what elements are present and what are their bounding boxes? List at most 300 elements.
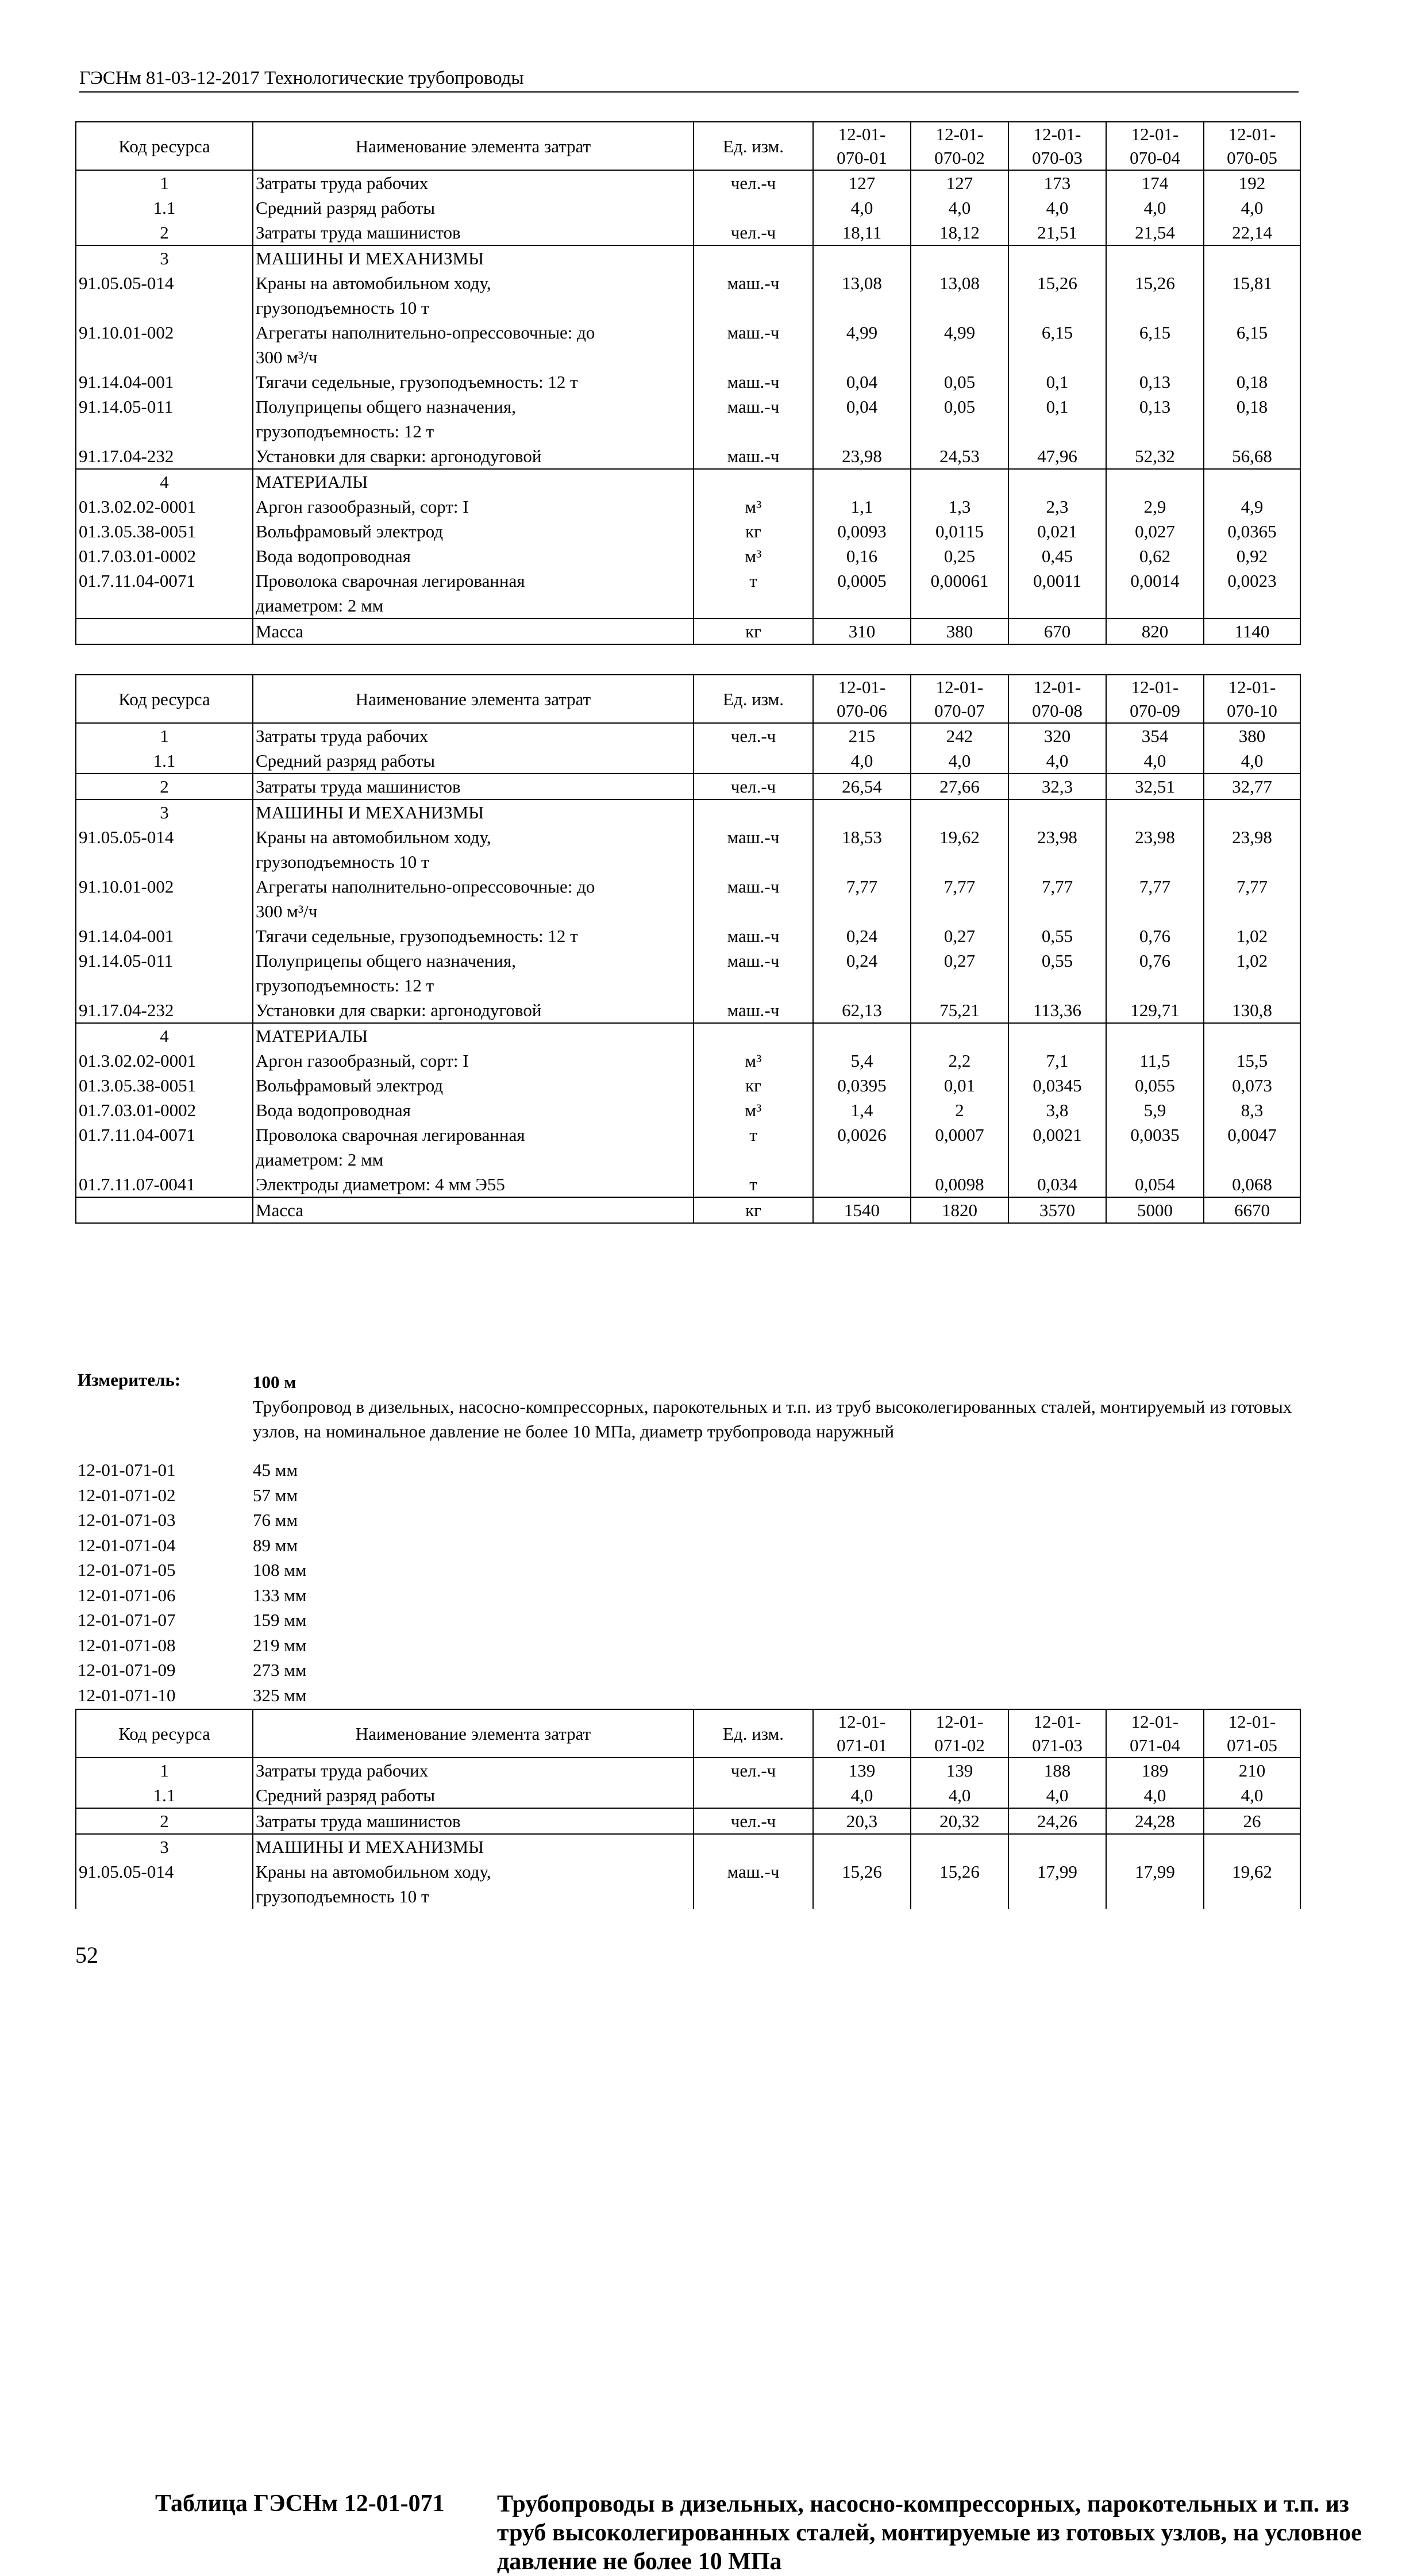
resource-name: Краны на автомобильном ходу, грузоподъемность 10 т xyxy=(253,825,694,874)
resource-value: 113,36 xyxy=(1008,998,1106,1023)
table-row xyxy=(76,618,1300,644)
list-item xyxy=(78,1483,306,1508)
resource-name: Масса xyxy=(253,1197,694,1223)
resource-code xyxy=(76,618,253,644)
resource-value: 23,98 xyxy=(1204,825,1300,874)
pipe-diameter: 219 мм xyxy=(253,1635,307,1655)
col-header-norm-code: 12-01- 071-01 xyxy=(813,1709,911,1758)
resource-name: МАШИНЫ И МЕХАНИЗМЫ xyxy=(253,245,694,271)
resource-name: Затраты труда рабочих xyxy=(253,1758,694,1783)
resource-unit: маш.-ч xyxy=(694,924,813,948)
resource-value: 192 xyxy=(1204,170,1300,195)
resource-name: МАТЕРИАЛЫ xyxy=(253,1023,694,1048)
resource-value: 1,3 xyxy=(911,494,1008,519)
resource-unit: чел.-ч xyxy=(694,170,813,195)
resource-name: МАШИНЫ И МЕХАНИЗМЫ xyxy=(253,1834,694,1859)
table-row xyxy=(76,320,1300,370)
table-row xyxy=(76,874,1300,924)
resource-table-070-01-05 xyxy=(75,121,1301,645)
resource-value: 1820 xyxy=(911,1197,1008,1223)
resource-value xyxy=(911,469,1008,494)
resource-code: 1 xyxy=(76,170,253,195)
resource-value: 13,08 xyxy=(911,271,1008,320)
col-header-norm-code: 12-01- 070-04 xyxy=(1106,122,1204,170)
resource-value: 15,5 xyxy=(1204,1048,1300,1073)
resource-value xyxy=(1106,469,1204,494)
resource-code: 01.3.02.02-0001 xyxy=(76,1048,253,1073)
resource-name: Затраты труда машинистов xyxy=(253,774,694,799)
resource-value: 0,55 xyxy=(1008,924,1106,948)
resource-unit xyxy=(694,245,813,271)
resource-value xyxy=(1106,1023,1204,1048)
resource-value: 0,27 xyxy=(911,948,1008,998)
resource-unit xyxy=(694,1023,813,1048)
resource-unit: маш.-ч xyxy=(694,825,813,874)
resource-value: 0,00061 xyxy=(911,568,1008,618)
resource-name: Средний разряд работы xyxy=(253,748,694,774)
resource-value: 189 xyxy=(1106,1758,1204,1783)
resource-value: 11,5 xyxy=(1106,1048,1204,1073)
resource-value: 4,0 xyxy=(813,748,911,774)
resource-unit: м³ xyxy=(694,544,813,568)
resource-value: 0,45 xyxy=(1008,544,1106,568)
col-header-norm-code: 12-01- 070-06 xyxy=(813,675,911,723)
resource-unit: чел.-ч xyxy=(694,1758,813,1783)
resource-code: 91.05.05-014 xyxy=(76,825,253,874)
resource-code: 91.05.05-014 xyxy=(76,1859,253,1909)
col-header-unit: Ед. изм. xyxy=(694,122,813,170)
resource-value: 56,68 xyxy=(1204,444,1300,469)
resource-unit xyxy=(694,748,813,774)
table-row xyxy=(76,245,1300,271)
resource-value: 4,0 xyxy=(813,195,911,220)
resource-value: 27,66 xyxy=(911,774,1008,799)
resource-table-070-06-10 xyxy=(75,674,1301,1224)
resource-name: Тягачи седельные, грузоподъемность: 12 т xyxy=(253,924,694,948)
resource-value: 7,77 xyxy=(813,874,911,924)
resource-name: Проволока сварочная легированная диаметром: 2 мм xyxy=(253,1122,694,1172)
col-header-code: Код ресурса xyxy=(76,1709,253,1758)
resource-value: 0,027 xyxy=(1106,519,1204,544)
resource-value: 0,24 xyxy=(813,924,911,948)
resource-value: 15,26 xyxy=(911,1859,1008,1909)
resource-value xyxy=(1008,799,1106,825)
resource-name: Полуприцепы общего назначения, грузоподъемность: 12 т xyxy=(253,394,694,444)
resource-value xyxy=(1008,245,1106,271)
resource-name: Полуприцепы общего назначения, грузоподъемность: 12 т xyxy=(253,948,694,998)
table-row xyxy=(76,394,1300,444)
resource-value: 4,99 xyxy=(813,320,911,370)
resource-value: 670 xyxy=(1008,618,1106,644)
resource-value: 0,0007 xyxy=(911,1122,1008,1172)
resource-value xyxy=(911,1834,1008,1859)
resource-value xyxy=(1008,1834,1106,1859)
resource-code: 2 xyxy=(76,1808,253,1834)
norm-code: 12-01-071-06 xyxy=(78,1585,176,1605)
resource-value: 0,76 xyxy=(1106,948,1204,998)
resource-value: 1,4 xyxy=(813,1098,911,1122)
resource-value: 7,77 xyxy=(1106,874,1204,924)
list-item xyxy=(78,1508,306,1533)
resource-value: 0,27 xyxy=(911,924,1008,948)
resource-value xyxy=(1204,245,1300,271)
col-header-norm-code: 12-01- 070-10 xyxy=(1204,675,1300,723)
resource-value xyxy=(1106,799,1204,825)
resource-name: Затраты труда рабочих xyxy=(253,723,694,748)
norm-code: 12-01-071-03 xyxy=(78,1510,176,1530)
resource-value: 0,0021 xyxy=(1008,1122,1106,1172)
resource-code: 1.1 xyxy=(76,748,253,774)
resource-code: 1 xyxy=(76,1758,253,1783)
resource-value: 0,0047 xyxy=(1204,1122,1300,1172)
resource-code: 01.3.05.38-0051 xyxy=(76,519,253,544)
resource-value: 0,18 xyxy=(1204,370,1300,394)
resource-code: 01.7.03.01-0002 xyxy=(76,1098,253,1122)
resource-value: 139 xyxy=(911,1758,1008,1783)
resource-unit: маш.-ч xyxy=(694,1859,813,1909)
resource-unit: м³ xyxy=(694,494,813,519)
resource-name: Тягачи седельные, грузоподъемность: 12 т xyxy=(253,370,694,394)
resource-value: 0,04 xyxy=(813,370,911,394)
resource-unit: маш.-ч xyxy=(694,874,813,924)
resource-value: 32,51 xyxy=(1106,774,1204,799)
resource-name: Вода водопроводная xyxy=(253,1098,694,1122)
resource-value: 0,0093 xyxy=(813,519,911,544)
resource-value: 310 xyxy=(813,618,911,644)
resource-value: 7,77 xyxy=(1008,874,1106,924)
resource-code: 3 xyxy=(76,245,253,271)
resource-unit: кг xyxy=(694,1197,813,1223)
table-row xyxy=(76,494,1300,519)
resource-value: 26 xyxy=(1204,1808,1300,1834)
resource-value: 32,3 xyxy=(1008,774,1106,799)
resource-value: 4,0 xyxy=(911,195,1008,220)
norm-code: 12-01-071-05 xyxy=(78,1560,176,1580)
measure-description: Трубопровод в дизельных, насосно-компрессорных, парокотельных и т.п. из труб высоколегированных сталей, монтируемый из готовых узлов, на номинальное давление не более 10 МПа, диаметр трубопровода наружный xyxy=(253,1397,1292,1441)
resource-code: 3 xyxy=(76,1834,253,1859)
resource-value: 0,055 xyxy=(1106,1073,1204,1098)
resource-code: 1.1 xyxy=(76,195,253,220)
resource-value: 0,034 xyxy=(1008,1172,1106,1197)
resource-value: 4,0 xyxy=(1106,1783,1204,1808)
resource-value: 0,13 xyxy=(1106,394,1204,444)
resource-value: 15,26 xyxy=(813,1859,911,1909)
norm-code: 12-01-071-02 xyxy=(78,1485,176,1505)
resource-value: 0,62 xyxy=(1106,544,1204,568)
resource-value: 0,01 xyxy=(911,1073,1008,1098)
resource-name: Аргон газообразный, сорт: I xyxy=(253,494,694,519)
page-number: 52 xyxy=(75,1942,98,1968)
resource-name: Вода водопроводная xyxy=(253,544,694,568)
resource-unit: чел.-ч xyxy=(694,774,813,799)
resource-value xyxy=(813,1023,911,1048)
table-row xyxy=(76,924,1300,948)
header-row xyxy=(76,675,1300,723)
resource-value xyxy=(813,245,911,271)
resource-unit: чел.-ч xyxy=(694,220,813,245)
resource-value xyxy=(1008,469,1106,494)
resource-code: 01.7.11.04-0071 xyxy=(76,568,253,618)
table-row xyxy=(76,220,1300,245)
resource-value: 23,98 xyxy=(813,444,911,469)
resource-value: 0,13 xyxy=(1106,370,1204,394)
resource-value xyxy=(911,1023,1008,1048)
resource-unit xyxy=(694,195,813,220)
col-header-name: Наименование элемента затрат xyxy=(253,1709,694,1758)
resource-value: 354 xyxy=(1106,723,1204,748)
resource-name: Средний разряд работы xyxy=(253,1783,694,1808)
table-row xyxy=(76,1172,1300,1197)
resource-value xyxy=(1204,1834,1300,1859)
resource-value: 320 xyxy=(1008,723,1106,748)
resource-name: Агрегаты наполнительно-опрессовочные: до 300 м³/ч xyxy=(253,874,694,924)
resource-value: 17,99 xyxy=(1106,1859,1204,1909)
pipe-diameter: 133 мм xyxy=(253,1585,307,1605)
col-header-norm-code: 12-01- 071-02 xyxy=(911,1709,1008,1758)
norm-code: 12-01-071-01 xyxy=(78,1460,176,1480)
resource-value: 0,55 xyxy=(1008,948,1106,998)
pipe-diameter: 159 мм xyxy=(253,1610,307,1630)
resource-value: 0,073 xyxy=(1204,1073,1300,1098)
resource-name: Аргон газообразный, сорт: I xyxy=(253,1048,694,1073)
col-header-norm-code: 12-01- 071-04 xyxy=(1106,1709,1204,1758)
resource-value: 0,0035 xyxy=(1106,1122,1204,1172)
resource-value: 21,54 xyxy=(1106,220,1204,245)
header-row xyxy=(76,122,1300,170)
resource-value: 380 xyxy=(1204,723,1300,748)
resource-value: 24,28 xyxy=(1106,1808,1204,1834)
resource-value: 4,0 xyxy=(1204,1783,1300,1808)
resource-value xyxy=(1204,799,1300,825)
resource-unit: чел.-ч xyxy=(694,723,813,748)
table-row xyxy=(76,1808,1300,1834)
resource-value: 24,26 xyxy=(1008,1808,1106,1834)
resource-value xyxy=(911,245,1008,271)
pipe-diameter: 76 мм xyxy=(253,1510,298,1530)
resource-code: 91.10.01-002 xyxy=(76,320,253,370)
resource-value: 20,32 xyxy=(911,1808,1008,1834)
resource-value: 15,81 xyxy=(1204,271,1300,320)
resource-unit xyxy=(694,1783,813,1808)
resource-value: 13,08 xyxy=(813,271,911,320)
table-row xyxy=(76,748,1300,774)
resource-value: 4,0 xyxy=(1008,748,1106,774)
table-title: Трубопроводы в дизельных, насосно-компрессорных, парокотельных и т.п. из труб высоколегированных сталей, монтируемые из готовых узлов, на условное давление не более 10 МПа xyxy=(497,2491,1362,2575)
resource-value: 0,05 xyxy=(911,394,1008,444)
resource-value xyxy=(1106,1834,1204,1859)
measure-value: 100 м xyxy=(253,1372,296,1392)
resource-name: Краны на автомобильном ходу, грузоподъемность 10 т xyxy=(253,1859,694,1909)
col-header-norm-code: 12-01- 070-05 xyxy=(1204,122,1300,170)
resource-value: 215 xyxy=(813,723,911,748)
col-header-norm-code: 12-01- 071-03 xyxy=(1008,1709,1106,1758)
resource-value: 0,05 xyxy=(911,370,1008,394)
resource-unit xyxy=(694,1834,813,1859)
resource-code: 91.14.04-001 xyxy=(76,924,253,948)
resource-value: 5,9 xyxy=(1106,1098,1204,1122)
resource-code: 1.1 xyxy=(76,1783,253,1808)
col-header-unit: Ед. изм. xyxy=(694,675,813,723)
pipe-diameter: 89 мм xyxy=(253,1535,298,1555)
resource-value: 6670 xyxy=(1204,1197,1300,1223)
resource-value: 6,15 xyxy=(1008,320,1106,370)
resource-code: 01.7.11.07-0041 xyxy=(76,1172,253,1197)
resource-value: 129,71 xyxy=(1106,998,1204,1023)
resource-code: 2 xyxy=(76,220,253,245)
resource-unit: маш.-ч xyxy=(694,271,813,320)
resource-code: 01.3.02.02-0001 xyxy=(76,494,253,519)
resource-value: 75,21 xyxy=(911,998,1008,1023)
resource-value: 0,0345 xyxy=(1008,1073,1106,1098)
resource-value: 17,99 xyxy=(1008,1859,1106,1909)
resource-unit: маш.-ч xyxy=(694,948,813,998)
resource-unit: т xyxy=(694,568,813,618)
table-row xyxy=(76,1073,1300,1098)
resource-value: 18,53 xyxy=(813,825,911,874)
resource-value: 47,96 xyxy=(1008,444,1106,469)
resource-value: 0,068 xyxy=(1204,1172,1300,1197)
resource-value xyxy=(911,799,1008,825)
running-header: ГЭСНм 81-03-12-2017 Технологические трубопроводы xyxy=(79,68,1299,93)
resource-unit: чел.-ч xyxy=(694,1808,813,1834)
norm-code: 12-01-071-04 xyxy=(78,1535,176,1555)
resource-value: 4,0 xyxy=(1106,748,1204,774)
table-row xyxy=(76,1023,1300,1048)
resource-value: 23,98 xyxy=(1008,825,1106,874)
table-row xyxy=(76,1048,1300,1073)
list-item xyxy=(78,1558,306,1583)
resource-value xyxy=(1008,1023,1106,1048)
resource-value: 4,0 xyxy=(1204,748,1300,774)
resource-value xyxy=(813,469,911,494)
resource-name: Вольфрамовый электрод xyxy=(253,519,694,544)
resource-value: 5000 xyxy=(1106,1197,1204,1223)
resource-code: 91.10.01-002 xyxy=(76,874,253,924)
table-row xyxy=(76,1197,1300,1223)
resource-value: 52,32 xyxy=(1106,444,1204,469)
resource-code: 01.7.11.04-0071 xyxy=(76,1122,253,1172)
resource-value: 242 xyxy=(911,723,1008,748)
resource-name: МАШИНЫ И МЕХАНИЗМЫ xyxy=(253,799,694,825)
resource-value xyxy=(813,799,911,825)
table-row xyxy=(76,519,1300,544)
resource-value: 18,11 xyxy=(813,220,911,245)
list-item xyxy=(78,1533,306,1558)
resource-unit xyxy=(694,469,813,494)
resource-code: 91.14.05-011 xyxy=(76,394,253,444)
resource-value: 4,0 xyxy=(813,1783,911,1808)
resource-value: 20,3 xyxy=(813,1808,911,1834)
resource-value: 3570 xyxy=(1008,1197,1106,1223)
resource-value: 19,62 xyxy=(1204,1859,1300,1909)
resource-value: 4,99 xyxy=(911,320,1008,370)
resource-value: 15,26 xyxy=(1008,271,1106,320)
resource-value xyxy=(1204,1023,1300,1048)
resource-code xyxy=(76,1197,253,1223)
resource-value: 127 xyxy=(813,170,911,195)
resource-value: 0,0011 xyxy=(1008,568,1106,618)
norm-code: 12-01-071-09 xyxy=(78,1660,176,1680)
resource-unit: т xyxy=(694,1172,813,1197)
resource-value: 4,9 xyxy=(1204,494,1300,519)
table-row xyxy=(76,948,1300,998)
list-item xyxy=(78,1608,306,1633)
resource-name: Затраты труда машинистов xyxy=(253,1808,694,1834)
list-item xyxy=(78,1633,306,1658)
resource-unit: кг xyxy=(694,1073,813,1098)
resource-value: 127 xyxy=(911,170,1008,195)
col-header-name: Наименование элемента затрат xyxy=(253,122,694,170)
resource-value: 24,53 xyxy=(911,444,1008,469)
resource-name: МАТЕРИАЛЫ xyxy=(253,469,694,494)
table-number: Таблица ГЭСНм 12-01-071 xyxy=(155,2490,445,2517)
norm-code: 12-01-071-07 xyxy=(78,1610,176,1630)
resource-name: Установки для сварки: аргонодуговой xyxy=(253,998,694,1023)
resource-code: 4 xyxy=(76,1023,253,1048)
resource-name: Проволока сварочная легированная диаметром: 2 мм xyxy=(253,568,694,618)
resource-code: 01.3.05.38-0051 xyxy=(76,1073,253,1098)
table-row xyxy=(76,170,1300,195)
resource-name: Вольфрамовый электрод xyxy=(253,1073,694,1098)
norm-code: 12-01-071-08 xyxy=(78,1635,176,1655)
resource-code: 2 xyxy=(76,774,253,799)
measure-label: Измеритель: xyxy=(78,1370,181,1390)
resource-value: 26,54 xyxy=(813,774,911,799)
list-item xyxy=(78,1583,306,1608)
resource-value: 4,0 xyxy=(911,748,1008,774)
resource-value: 0,1 xyxy=(1008,394,1106,444)
resource-name: Электроды диаметром: 4 мм Э55 xyxy=(253,1172,694,1197)
table-row xyxy=(76,271,1300,320)
resource-unit: маш.-ч xyxy=(694,998,813,1023)
resource-value: 139 xyxy=(813,1758,911,1783)
resource-value: 6,15 xyxy=(1106,320,1204,370)
measure-body xyxy=(253,1370,1304,1444)
resource-unit xyxy=(694,799,813,825)
resource-unit: маш.-ч xyxy=(694,394,813,444)
list-item xyxy=(78,1458,306,1483)
table-row xyxy=(76,998,1300,1023)
resource-unit: кг xyxy=(694,519,813,544)
resource-code: 3 xyxy=(76,799,253,825)
resource-name: Агрегаты наполнительно-опрессовочные: до 300 м³/ч xyxy=(253,320,694,370)
resource-value: 4,0 xyxy=(1204,195,1300,220)
col-header-norm-code: 12-01- 070-03 xyxy=(1008,122,1106,170)
resource-value: 0,0115 xyxy=(911,519,1008,544)
resource-value: 15,26 xyxy=(1106,271,1204,320)
resource-value: 0,021 xyxy=(1008,519,1106,544)
resource-value: 820 xyxy=(1106,618,1204,644)
resource-value: 130,8 xyxy=(1204,998,1300,1023)
resource-value: 173 xyxy=(1008,170,1106,195)
resource-value: 4,0 xyxy=(911,1783,1008,1808)
resource-value: 0,1 xyxy=(1008,370,1106,394)
resource-value: 1,02 xyxy=(1204,948,1300,998)
table-row xyxy=(76,1859,1300,1909)
resource-value: 1,1 xyxy=(813,494,911,519)
resource-name: Средний разряд работы xyxy=(253,195,694,220)
resource-value: 1140 xyxy=(1204,618,1300,644)
col-header-norm-code: 12-01- 070-07 xyxy=(911,675,1008,723)
pipe-diameter: 45 мм xyxy=(253,1460,298,1480)
resource-unit: м³ xyxy=(694,1098,813,1122)
resource-value: 1,02 xyxy=(1204,924,1300,948)
table-row xyxy=(76,370,1300,394)
table-row xyxy=(76,544,1300,568)
table-row xyxy=(76,799,1300,825)
resource-code: 91.14.04-001 xyxy=(76,370,253,394)
resource-value: 4,0 xyxy=(1106,195,1204,220)
